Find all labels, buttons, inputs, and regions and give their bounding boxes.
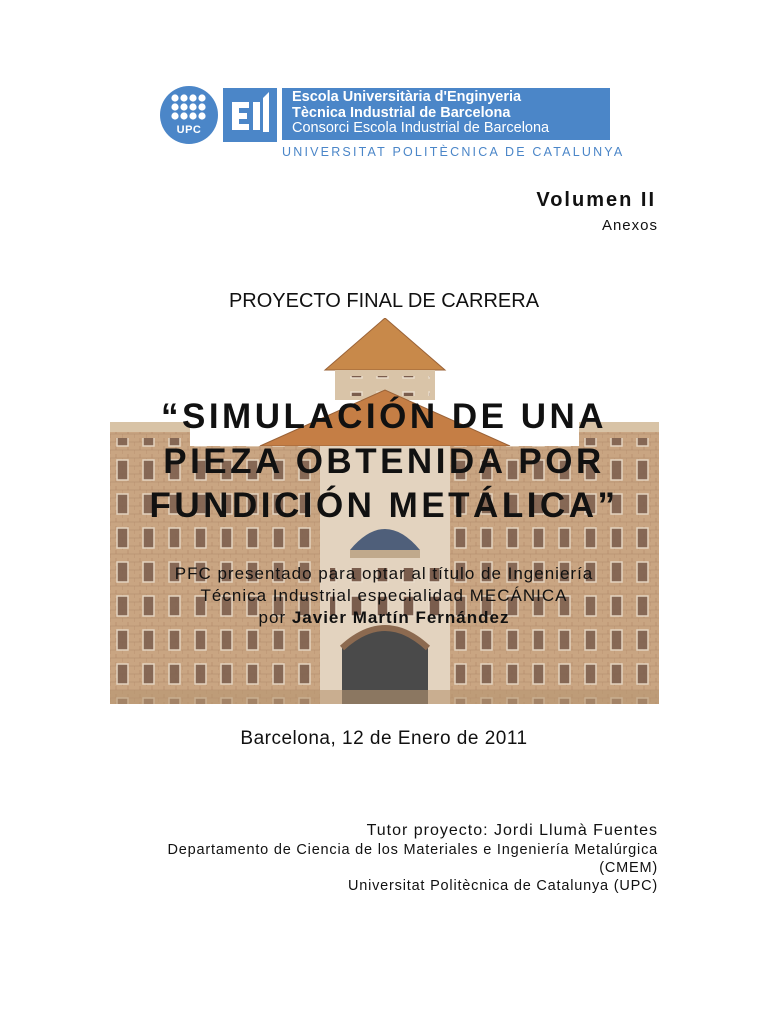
- upc-logo-text: UPC: [176, 124, 202, 136]
- school-name-line3: Consorci Escola Industrial de Barcelona: [292, 120, 550, 136]
- tutor: Tutor proyecto: Jordi Llumà Fuentes: [366, 822, 658, 839]
- department: Departamento de Ciencia de los Materiales e Ingeniería Metalúrgica: [167, 842, 658, 858]
- presented-author-line: [0, 608, 768, 628]
- presented-line2: Técnica Industrial especialidad MECÁNICA: [200, 586, 568, 605]
- school-name-block: [282, 88, 610, 140]
- thesis-title-line1: “SIMULACIÓN DE UNA: [160, 397, 608, 436]
- presented-line1: PFC presentado para optar al título de Ingeniería: [174, 564, 594, 583]
- university-name: UNIVERSITAT POLITÈCNICA DE CATALUNYA: [282, 145, 625, 159]
- date-line: Barcelona, 12 de Enero de 2011: [240, 728, 528, 749]
- department-code: (CMEM): [599, 860, 658, 876]
- school-name-line1: Escola Universitària d'Enginyeria: [292, 89, 522, 105]
- thesis-title-line3: FUNDICIÓN METÁLICA”: [149, 486, 619, 525]
- presented-by: por: [258, 608, 287, 627]
- author-name: Javier Martín Fernández: [291, 608, 510, 627]
- project-type: PROYECTO FINAL DE CARRERA: [228, 290, 540, 312]
- volume-subtitle: Anexos: [601, 217, 658, 234]
- thesis-title-line2: PIEZA OBTENIDA POR: [163, 442, 605, 481]
- university: Universitat Politècnica de Catalunya (UPC): [347, 878, 658, 894]
- school-name-line2: Tècnica Industrial de Barcelona: [292, 104, 511, 121]
- volume-title: Volumen II: [536, 189, 656, 211]
- eei-logo: [223, 88, 277, 142]
